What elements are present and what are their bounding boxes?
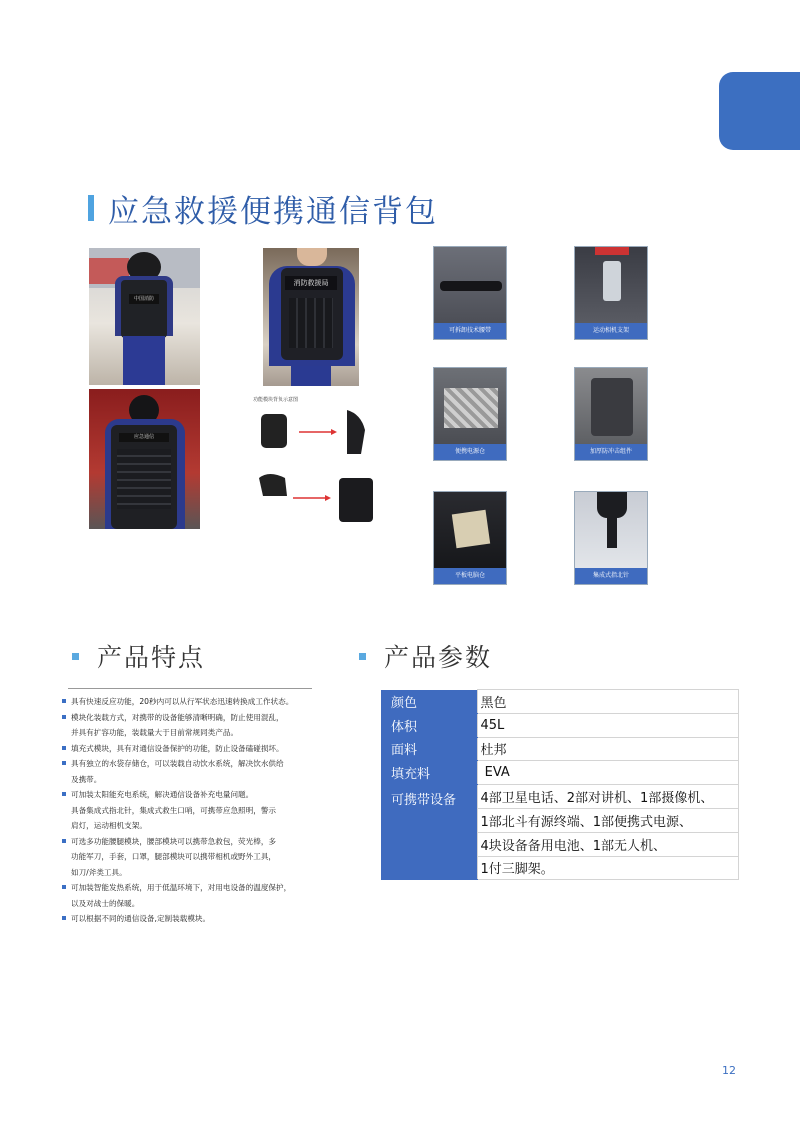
photo-back-view-firetruck	[89, 389, 200, 529]
param-key: 体积	[381, 713, 477, 737]
bag-module-icon	[259, 474, 287, 496]
param-row-color	[381, 690, 739, 714]
patch-text-2: 应急通信	[133, 434, 154, 440]
title-accent-bar	[88, 195, 94, 221]
carry-diagram	[253, 396, 385, 528]
page-title	[88, 188, 438, 228]
thumb-power-compartment	[433, 367, 507, 461]
section-bullet-icon	[359, 653, 366, 660]
arrowhead-2	[325, 495, 331, 501]
thumb-shock-protection	[574, 367, 648, 461]
diagram-heading: 功能模块背负示意图	[253, 397, 299, 403]
thumb-caption: 平板电脑仓	[434, 568, 506, 584]
bag-side-icon	[347, 410, 365, 454]
photo-back-view-office	[89, 248, 200, 385]
front-patch-text: 消防救援局	[293, 279, 329, 287]
bag-front-icon	[261, 414, 287, 448]
thumb-caption: 加厚防冲击组件	[575, 444, 647, 460]
diagram-svg	[253, 404, 385, 528]
corner-tab	[719, 72, 800, 150]
param-value: 4部卫星电话、2部对讲机、1部摄像机、	[477, 785, 739, 809]
params-table	[381, 689, 739, 880]
feature-item: 具有独立的水袋存储仓，可以装载自动饮水系统，解决饮水供给 及携带。	[62, 756, 352, 787]
features-heading	[72, 639, 205, 673]
feature-item: 可加装智能发热系统，用于低温环境下，对用电设备的温度保护， 以及对战士的保暖。	[62, 880, 352, 911]
param-key: 可携带设备	[381, 785, 477, 880]
arrowhead-1	[331, 429, 337, 435]
feature-item: 填充式模块，具有对通信设备保护的功能，防止设备磕碰损坏。	[62, 741, 352, 757]
thumb-caption: 运动相机支架	[575, 323, 647, 339]
param-row-filling	[381, 761, 739, 785]
thumb-caption: 便携电源仓	[434, 444, 506, 460]
page-title-text: 应急救援便携通信背包	[108, 193, 438, 230]
thumb-camera-mount	[574, 246, 648, 340]
feature-item: 可以根据不同的通信设备,定制装载模块。	[62, 911, 352, 927]
thumb-caption: 集成式指北针	[575, 568, 647, 584]
param-value: 1部北斗有源终端、1部便携式电源、	[477, 808, 739, 832]
feature-item: 可选多功能腰腿模块，腰部模块可以携带急救包，荧光棒，多 功能军刀，手套，口罩，腿部模块可以携带相机或野外工具， 如刀/斧类工具。	[62, 834, 352, 881]
page-number: 12	[722, 1064, 736, 1077]
params-heading	[359, 639, 492, 673]
param-row-volume	[381, 713, 739, 737]
params-heading-text: 产品参数	[384, 643, 493, 672]
param-row-devices	[381, 785, 739, 809]
section-bullet-icon	[72, 653, 79, 660]
thumb-compass	[574, 491, 648, 585]
feature-item: 模块化装载方式，对携带的设备能够清晰明确，防止使用混乱， 并具有扩容功能，装载量大于目前常规同类产品。	[62, 710, 352, 741]
param-value: 黑色	[477, 690, 739, 714]
feature-item: 具有快速反应功能，20秒内可以从行军状态迅速转换成工作状态。	[62, 694, 352, 710]
param-value: 1付三脚架。	[477, 856, 739, 880]
param-key: 颜色	[381, 690, 477, 714]
param-row-fabric	[381, 737, 739, 761]
patch-label	[129, 294, 159, 304]
param-value: 杜邦	[477, 737, 739, 761]
features-list	[62, 694, 352, 927]
feature-item: 可加装太阳能充电系统，解决通信设备补充电量问题。 具备集成式指北针，集成式救生口哨，可携带应急照明，警示 肩灯，运动相机支架。	[62, 787, 352, 834]
bag-assembled-icon	[339, 478, 373, 522]
thumb-tablet-compartment	[433, 491, 507, 585]
param-value: 4块设备备用电池、1部无人机、	[477, 832, 739, 856]
patch-text: 中国消防	[133, 296, 154, 302]
thumb-detachable-belt	[433, 246, 507, 340]
param-value: EVA	[477, 761, 739, 785]
param-key: 填充料	[381, 761, 477, 785]
param-key: 面料	[381, 737, 477, 761]
features-divider	[68, 688, 312, 689]
features-heading-text: 产品特点	[97, 643, 206, 672]
param-value: 45L	[477, 713, 739, 737]
thumb-caption: 可拆卸技术腰带	[434, 323, 506, 339]
photo-front-view	[263, 248, 359, 386]
